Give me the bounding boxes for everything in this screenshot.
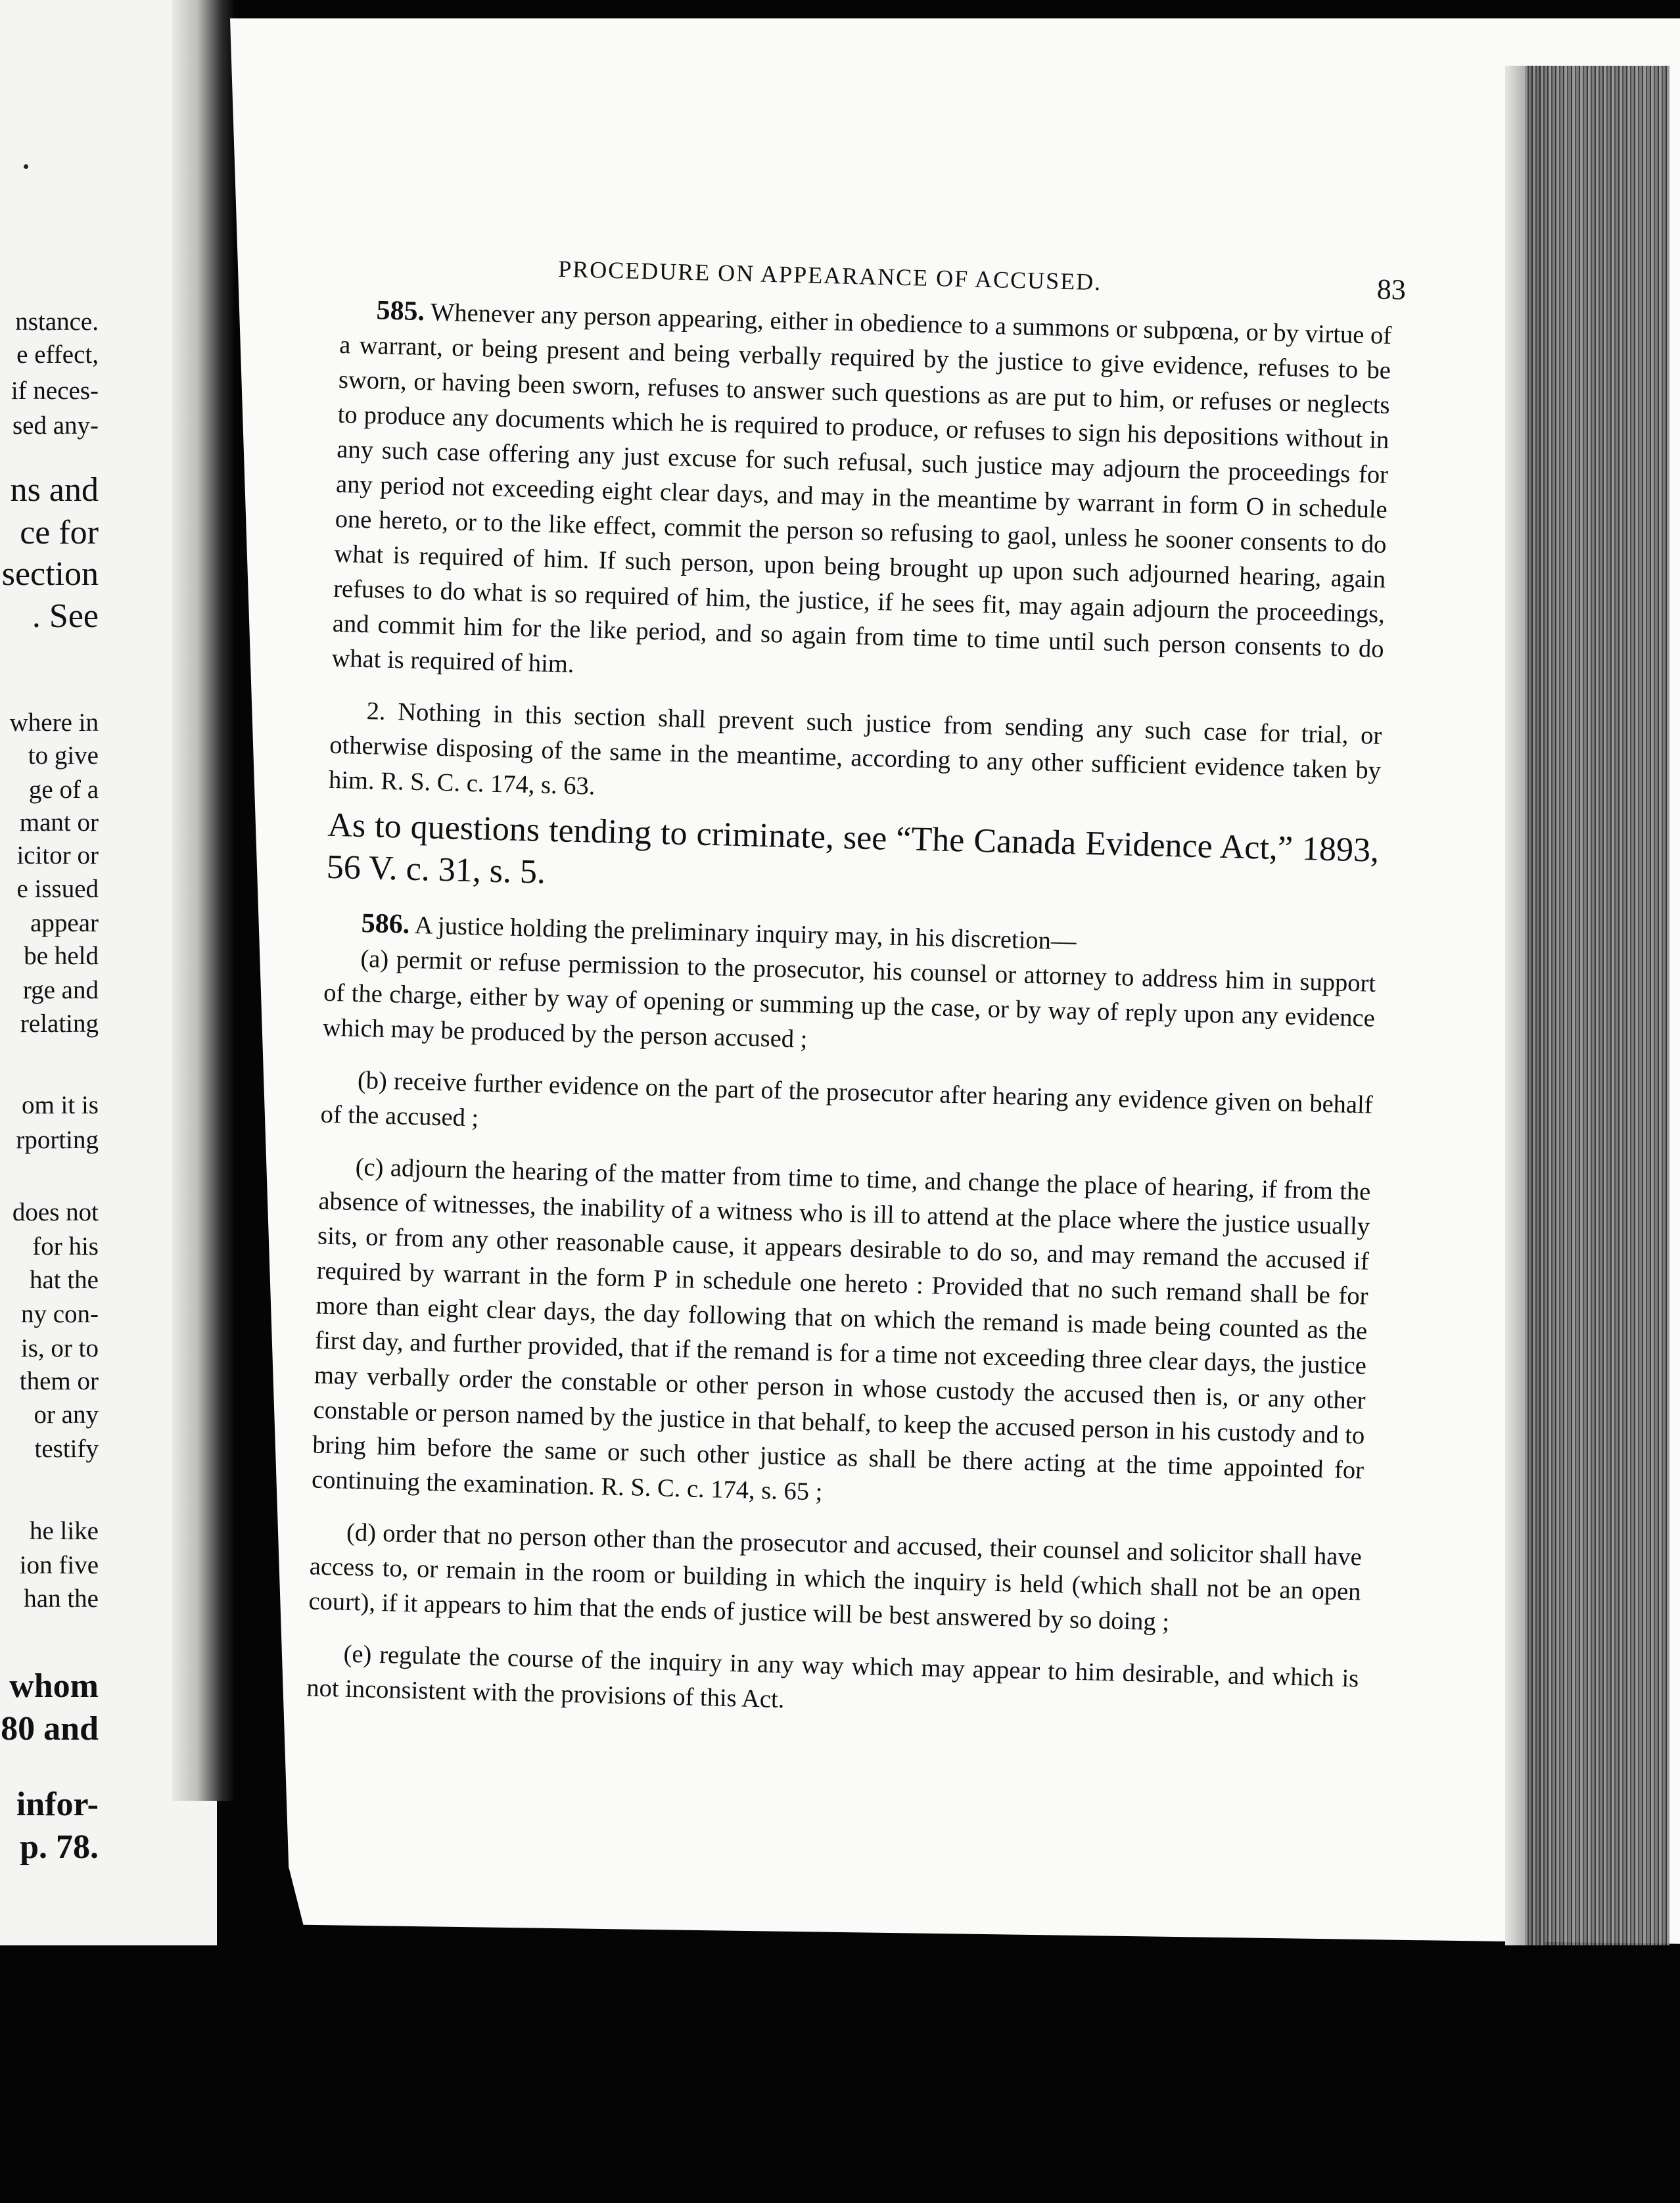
book-gutter: [172, 0, 235, 1801]
page-content: [306, 246, 1407, 1731]
left-page-line: rge and: [22, 976, 99, 1004]
section-585: [331, 292, 1392, 702]
left-page-line: mant or: [19, 808, 99, 837]
clause-b: (b) receive further evidence on the part of the prosecutor after hearing any evidence given on behalf of the accused ;: [320, 1066, 1374, 1132]
left-page-line: where in: [9, 708, 99, 737]
page-block-edges: [1525, 66, 1669, 1945]
clause-d: (d) order that no person other than the prosecutor and accused, their counsel and solicitor shall have access to, or remain in the room or building in which the inquiry is held (which shall not be an open court), if it appears to him that the ends of justice will be best answered by so doing ;: [308, 1518, 1363, 1636]
left-page-line: hat the: [29, 1266, 99, 1294]
running-head-title: PROCEDURE ON APPEARANCE OF ACCUSED.: [557, 256, 1102, 296]
left-page-line: them or: [19, 1367, 99, 1395]
left-page-line: if neces-: [11, 377, 99, 405]
clause-c: (c) adjourn the hearing of the matter from time to time, and change the place of hearing, if from the absence of witnesses, the inability of a witness who is ill to attend at the place where the justice usually sits, or from any other reasonable cause, it appears desirable to do so, and may remand the accused if required by warrant in the form P in schedule one hereto : Provided that no such remand shall be for more than eight clear days, the day following that on which the remand is made being counted as the first day, and further provided, that if the remand is for a time not exceeding three clear days, the justice may verbally order the constable or other person in whose custody the accused then is, or any other constable or person named by the justice in that behalf, to keep the accused person in his custody and to bring him before the same or such other justice as shall be there acting at the time appointed for continuing the examination. R. S. C. c. 174, s. 65 ;: [311, 1153, 1371, 1506]
left-page-line: e effect,: [16, 340, 99, 369]
left-page-line: nstance.: [15, 308, 99, 336]
left-page-line: 80 and: [1, 1710, 99, 1748]
left-page-line: . See: [32, 597, 99, 635]
left-page-line: ns and: [10, 471, 99, 509]
section-number: 585.: [376, 295, 425, 327]
clause-a: (a) permit or refuse permission to the prosecutor, his counsel or attorney to address him in support of the charge, either by way of opening or summing up the case, or by way of reply upon any evidence which may be produced by the person accused ;: [322, 945, 1376, 1054]
left-page-line: om it is: [21, 1091, 99, 1119]
subsection-2: 2. Nothing in this section shall prevent such justice from sending any such case for trial, or otherwise disposing of the same in the meantime, according to any other sufficient evidence taken by him. R. S. C. c. 174, s. 63.: [328, 697, 1382, 800]
section-intro: A justice holding the preliminary inquiry may, in his discretion—: [414, 912, 1077, 956]
clause-e: (e) regulate the course of the inquiry in any way which may appear to him desirable, and which is not inconsistent with the provisions of this Act.: [306, 1640, 1359, 1714]
left-page-line: he like: [29, 1517, 99, 1545]
left-page-line: section: [1, 555, 99, 593]
editor-note: As to questions tending to criminate, see “The Canada Evidence Act,” 1893, 56 V. c. 31, s. 5.: [326, 806, 1380, 891]
section-number: 586.: [361, 908, 410, 940]
left-page-line: to give: [28, 741, 99, 770]
page-number: 83: [1376, 273, 1407, 306]
left-page-line: or any: [34, 1401, 99, 1429]
section-text: Whenever any person appearing, either in obedience to a summons or subpœna, or by virtue of a warrant, or being present and being verbally required by the justice to give evidence, refuses to be sworn, or having been sworn, refuses to answer such questions as are put to him, or refuses or neglects to produce any documents which he is required to produce, or refuses to sign his depositions without in any such case offering any just excuse for such refusal, such justice may adjourn the proceedings for any period not exceeding eight clear days, and may in the meantime by warrant in form O in schedule one hereto, or to the like effect, commit the person so refusing to gaol, unless he sooner consents to do what is required of him. If such person, upon being brought up upon such adjourned hearing, again refuses to do what is so required of him, the justice, if he sees fit, may again adjourn the proceedings, and commit him for the like period, and so again from time to time until such person consents to do what is required of him.: [331, 298, 1392, 678]
left-page-line: sed any-: [12, 411, 99, 440]
left-page-line: infor-: [16, 1786, 99, 1823]
scan-background: [0, 1945, 1680, 2203]
left-page-line: relating: [20, 1009, 99, 1038]
left-page-line: icitor or: [16, 841, 99, 870]
ink-dot: [24, 164, 28, 169]
left-page-line: does not: [12, 1198, 99, 1226]
left-page-line: ion five: [19, 1551, 99, 1579]
left-page-line: e issued: [16, 875, 99, 903]
left-page-line: han the: [24, 1585, 99, 1613]
left-page-line: ce for: [20, 514, 99, 551]
left-page-line: rporting: [16, 1126, 99, 1154]
left-page-line: appear: [30, 909, 99, 937]
left-page-line: ge of a: [28, 776, 99, 804]
left-page-line: be held: [24, 942, 99, 970]
left-page-line: p. 78.: [20, 1828, 99, 1866]
left-page-line: for his: [32, 1232, 99, 1261]
left-page-line: whom: [9, 1667, 99, 1705]
left-page-line: is, or to: [20, 1334, 99, 1362]
left-page-line: testify: [34, 1435, 99, 1463]
left-page-line: ny con-: [20, 1300, 99, 1328]
